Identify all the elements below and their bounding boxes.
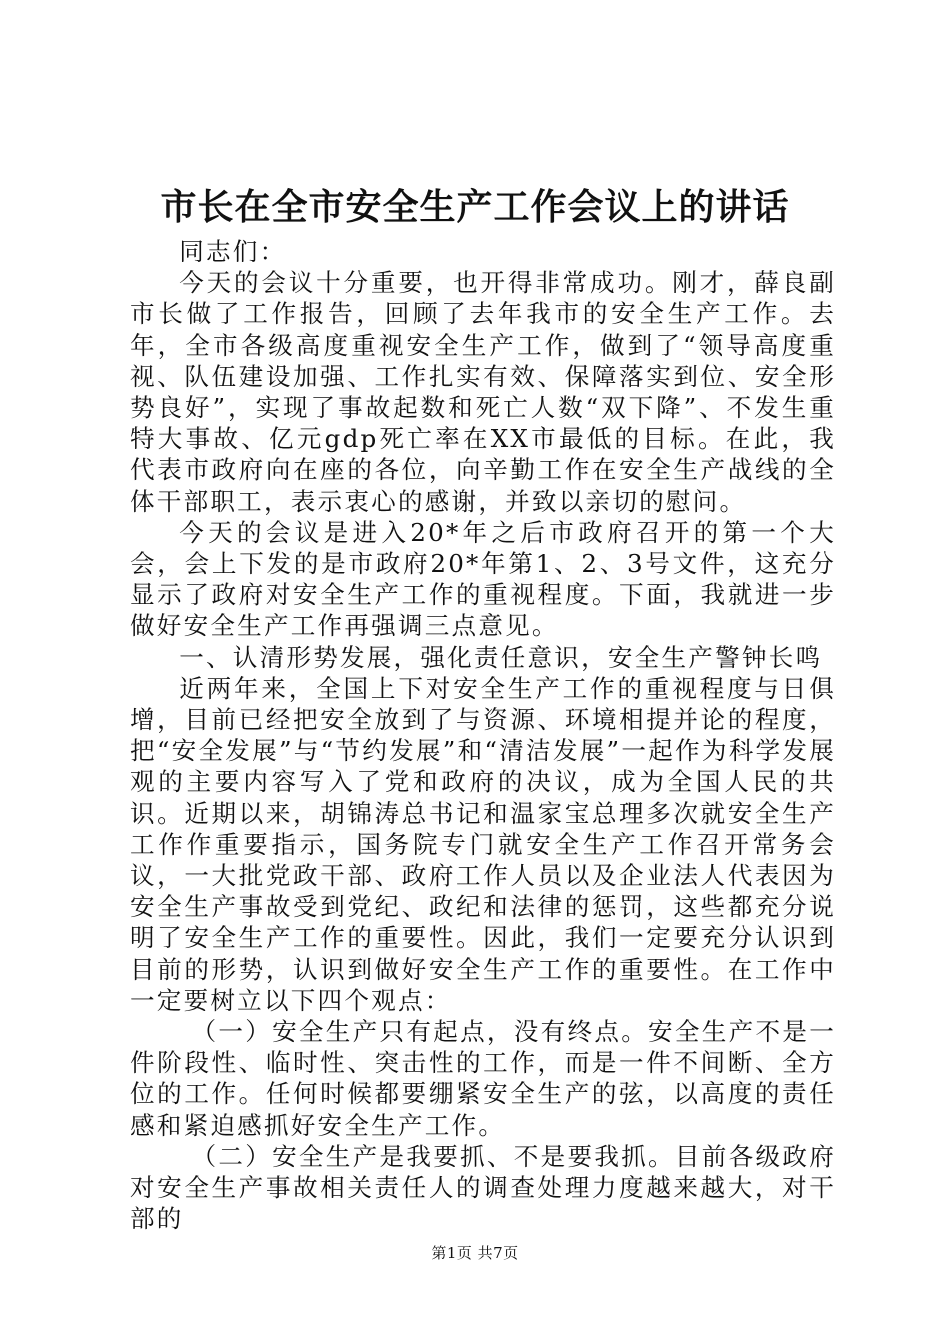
point-2: （二）安全生产是我要抓、不是要我抓。目前各级政府对安全生产事故相关责任人的调查处理力度越来越大，对干部的 [130, 1141, 836, 1234]
point-1: （一）安全生产只有起点，没有终点。安全生产不是一件阶段性、临时性、突击性的工作，而是一件不间断、全方位的工作。任何时候都要绷紧安全生产的弦，以高度的责任感和紧迫感抓好安全生产工作。 [130, 1017, 836, 1140]
page-title: 市长在全市安全生产工作会议上的讲话 [160, 186, 790, 228]
paragraph-situation: 近两年来，全国上下对安全生产工作的重视程度与日俱增，目前已经把安全放到了与资源、环境相提并论的程度，把“安全发展”与“节约发展”和“清洁发展”一起作为科学发展观的主要内容写入了党和政府的决议，成为全国人民的共识。近期以来，胡锦涛总书记和温家宝总理多次就安全生产工作作重要指示，国务院专门就安全生产工作召开常务会议，一大批党政干部、政府工作人员以及企业法人代表因为安全生产事故受到党纪、政纪和法律的惩罚，这些都充分说明了安全生产工作的重要性。因此，我们一定要充分认识到目前的形势，认识到做好安全生产工作的重要性。在工作中一定要树立以下四个观点： [130, 673, 836, 1015]
page-number-footer: 第1页 共7页 [431, 1244, 519, 1262]
paragraph-opening: 今天的会议十分重要，也开得非常成功。刚才，薛良副市长做了工作报告，回顾了去年我市的安全生产工作。去年，全市各级高度重视安全生产工作，做到了“领导高度重视、队伍建设加强、工作扎实有效、保障落实到位、安全形势良好”，实现了事故起数和死亡人数“双下降”、不发生重特大事故、亿元gdp死亡率在XX市最低的目标。在此，我代表市政府向在座的各位，向辛勤工作在安全生产战线的全体干部职工，表示衷心的感谢，并致以亲切的慰问。 [130, 268, 836, 516]
paragraph-meeting: 今天的会议是进入20*年之后市政府召开的第一个大会，会上下发的是市政府20*年第1、2、3号文件，这充分显示了政府对安全生产工作的重视程度。下面，我就进一步做好安全生产工作再强调三点意见。 [130, 517, 836, 641]
salutation: 同志们： [179, 237, 287, 266]
section-heading-1: 一、认清形势发展，强化责任意识，安全生产警钟长鸣 [179, 642, 823, 672]
document-body [130, 236, 836, 1235]
